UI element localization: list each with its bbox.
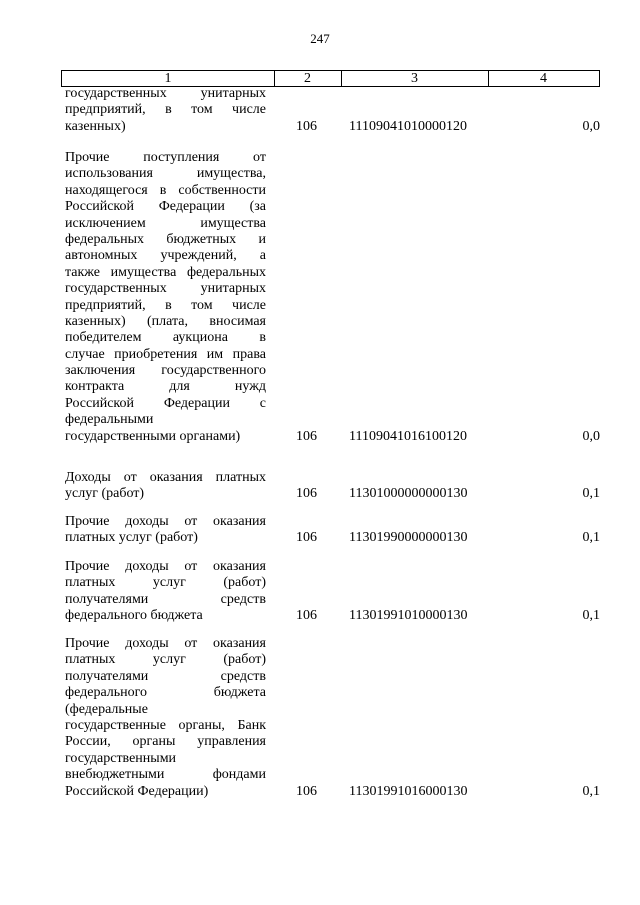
row-kbk-code: 11109041016100120	[349, 428, 467, 444]
description-line: Прочие доходы от оказания	[65, 514, 266, 529]
description-line: федерального бюджета	[65, 685, 266, 701]
description-line: Прочие доходы от оказания	[65, 636, 266, 651]
row-kbk-code: 11301991010000130	[349, 608, 468, 624]
description-line: России, органы управления	[65, 734, 266, 750]
row-code: 106	[296, 486, 317, 502]
description-line: также имущества федеральных	[65, 264, 266, 280]
description-line: использования имущества,	[65, 166, 266, 182]
description-line: Прочие доходы от оказания	[65, 559, 266, 574]
description-line: автономных учреждений, а	[65, 248, 266, 264]
row-amount: 0,1	[582, 783, 600, 799]
row-code: 106	[296, 783, 317, 799]
description-line: государственные органы, Банк	[65, 717, 266, 733]
row-amount: 0,1	[582, 608, 600, 624]
description-line: Российской Федерации)	[65, 783, 209, 799]
row-amount: 0,1	[582, 530, 600, 546]
row-kbk-code: 11301000000000130	[349, 486, 468, 502]
description-line: победителем аукциона в	[65, 330, 266, 346]
header-col-2: 2	[274, 71, 342, 86]
description-line: федерального бюджета	[65, 608, 203, 624]
description-line: Прочие поступления от	[65, 150, 266, 165]
row-amount: 0,0	[582, 428, 600, 444]
page-number: 247	[310, 31, 330, 46]
row-code: 106	[296, 608, 317, 624]
description-line: государственными	[65, 750, 177, 766]
row-description	[65, 150, 266, 445]
row-code: 106	[296, 530, 317, 546]
row-description	[65, 514, 266, 547]
row-code: 106	[296, 118, 317, 134]
description-line: получателями средств	[65, 668, 266, 684]
description-line: исключением имущества	[65, 215, 266, 231]
row-description	[65, 636, 266, 800]
description-line: платных услуг (работ)	[65, 652, 266, 668]
description-line: Российской Федерации (за	[65, 199, 266, 215]
row-kbk-code: 11301991016000130	[349, 783, 468, 799]
description-line: платных услуг (работ)	[65, 575, 266, 591]
row-description	[65, 559, 266, 625]
description-line: услуг (работ)	[65, 486, 145, 502]
row-amount: 0,0	[582, 118, 600, 134]
row-description	[65, 86, 266, 135]
description-line: федеральными	[65, 412, 154, 428]
description-line: государственных унитарных	[65, 86, 266, 101]
description-line: контракта для нужд	[65, 379, 266, 395]
table-header	[61, 70, 600, 87]
description-line: получателями средств	[65, 591, 266, 607]
row-description	[65, 470, 266, 503]
row-code: 106	[296, 428, 317, 444]
description-line: внебюджетными фондами	[65, 767, 266, 783]
description-line: казенных) (плата, вносимая	[65, 313, 266, 329]
row-kbk-code: 11109041010000120	[349, 118, 467, 134]
description-line: случае приобретения им права	[65, 346, 266, 362]
row-amount: 0,1	[582, 486, 600, 502]
description-line: предприятий, в том числе	[65, 297, 266, 313]
description-line: федеральных бюджетных и	[65, 231, 266, 247]
description-line: заключения государственного	[65, 363, 266, 379]
description-line: государственными органами)	[65, 428, 241, 444]
description-line: (федеральные	[65, 701, 148, 717]
description-line: платных услуг (работ)	[65, 530, 198, 546]
description-line: Российской Федерации с	[65, 395, 266, 411]
description-line: находящегося в собственности	[65, 182, 266, 198]
description-line: Доходы от оказания платных	[65, 470, 266, 485]
header-col-3: 3	[341, 71, 489, 86]
header-col-1: 1	[62, 71, 275, 86]
description-line: казенных)	[65, 118, 126, 134]
description-line: государственных унитарных	[65, 281, 266, 297]
description-line: предприятий, в том числе	[65, 102, 266, 118]
header-col-4: 4	[540, 71, 547, 86]
row-kbk-code: 11301990000000130	[349, 530, 468, 546]
